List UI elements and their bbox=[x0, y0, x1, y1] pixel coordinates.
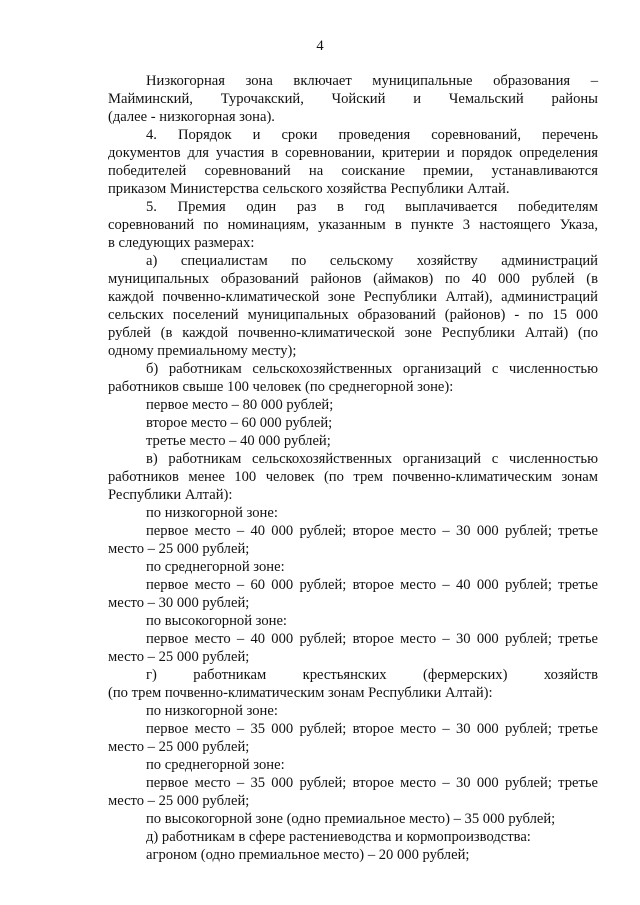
text-line: по высокогорной зоне: bbox=[146, 613, 287, 629]
text-line: первое место – 35 000 рублей; второе место – 30 000 рублей; третье bbox=[146, 721, 598, 737]
text-line: работников менее 100 человек (по трем почвенно-климатическим зонам bbox=[108, 469, 598, 485]
text-line: сельских поселений муниципальных образований (районов) - по 15 000 bbox=[108, 307, 598, 323]
text-line: г) работникам крестьянских (фермерских) хозяйств bbox=[146, 667, 598, 683]
text-line: документов для участия в соревновании, критерии и порядок определения bbox=[108, 145, 598, 161]
text-line: каждой почвенно-климатической зоне Республики Алтай), администраций bbox=[108, 289, 598, 305]
text-line: по среднегорной зоне: bbox=[146, 559, 285, 575]
text-line: соревнований по номинациям, указанным в пункте 3 настоящего Указа, bbox=[108, 217, 598, 233]
text-line: по низкогорной зоне: bbox=[146, 703, 278, 719]
text-line: Майминский, Турочакский, Чойский и Чемальский районы bbox=[108, 91, 598, 107]
text-line: Низкогорная зона включает муниципальные образования – bbox=[146, 73, 598, 89]
text-line: первое место – 40 000 рублей; второе место – 30 000 рублей; третье bbox=[146, 523, 598, 539]
text-line: (далее - низкогорная зона). bbox=[108, 109, 275, 125]
text-line: первое место – 35 000 рублей; второе место – 30 000 рублей; третье bbox=[146, 775, 598, 791]
text-line: Республики Алтай): bbox=[108, 487, 233, 503]
text-line: по высокогорной зоне (одно премиальное место) – 35 000 рублей; bbox=[146, 811, 556, 827]
text-line: (по трем почвенно-климатическим зонам Республики Алтай): bbox=[108, 685, 493, 701]
text-line: по среднегорной зоне: bbox=[146, 757, 285, 773]
text-line: место – 25 000 рублей; bbox=[108, 649, 250, 665]
text-line: агроном (одно премиальное место) – 20 000 рублей; bbox=[146, 847, 470, 863]
text-line: первое место – 80 000 рублей; bbox=[146, 397, 334, 413]
text-line: в) работникам сельскохозяйственных организаций с численностью bbox=[146, 451, 598, 467]
text-line: место – 25 000 рублей; bbox=[108, 793, 250, 809]
text-line: второе место – 60 000 рублей; bbox=[146, 415, 333, 431]
text-line: работников свыше 100 человек (по среднегорной зоне): bbox=[108, 379, 454, 395]
text-line: 4. Порядок и сроки проведения соревнований, перечень bbox=[146, 127, 598, 143]
text-line: д) работникам в сфере растениеводства и кормопроизводства: bbox=[146, 829, 531, 845]
text-line: место – 25 000 рублей; bbox=[108, 541, 250, 557]
text-line: б) работникам сельскохозяйственных организаций с численностью bbox=[146, 361, 598, 377]
text-line: по низкогорной зоне: bbox=[146, 505, 278, 521]
text-line: одному премиальному месту); bbox=[108, 343, 297, 359]
text-line: в следующих размерах: bbox=[108, 235, 255, 251]
text-line: а) специалистам по сельскому хозяйству администраций bbox=[146, 253, 598, 269]
text-line: 5. Премия один раз в год выплачивается победителям bbox=[146, 199, 598, 215]
text-line: место – 25 000 рублей; bbox=[108, 739, 250, 755]
text-line: муниципальных образований районов (аймаков) по 40 000 рублей (в bbox=[108, 271, 598, 287]
text-line: первое место – 40 000 рублей; второе место – 30 000 рублей; третье bbox=[146, 631, 598, 647]
text-line: приказом Министерства сельского хозяйства Республики Алтай. bbox=[108, 181, 510, 197]
text-line: рублей (в каждой почвенно-климатической зоне Республики Алтай) (по bbox=[108, 325, 598, 341]
text-line: место – 30 000 рублей; bbox=[108, 595, 250, 611]
text-line: победителей соревнований на соискание премии, устанавливаются bbox=[108, 163, 598, 179]
text-line: первое место – 60 000 рублей; второе место – 40 000 рублей; третье bbox=[146, 577, 598, 593]
text-line: третье место – 40 000 рублей; bbox=[146, 433, 331, 449]
page-number: 4 bbox=[316, 38, 324, 54]
